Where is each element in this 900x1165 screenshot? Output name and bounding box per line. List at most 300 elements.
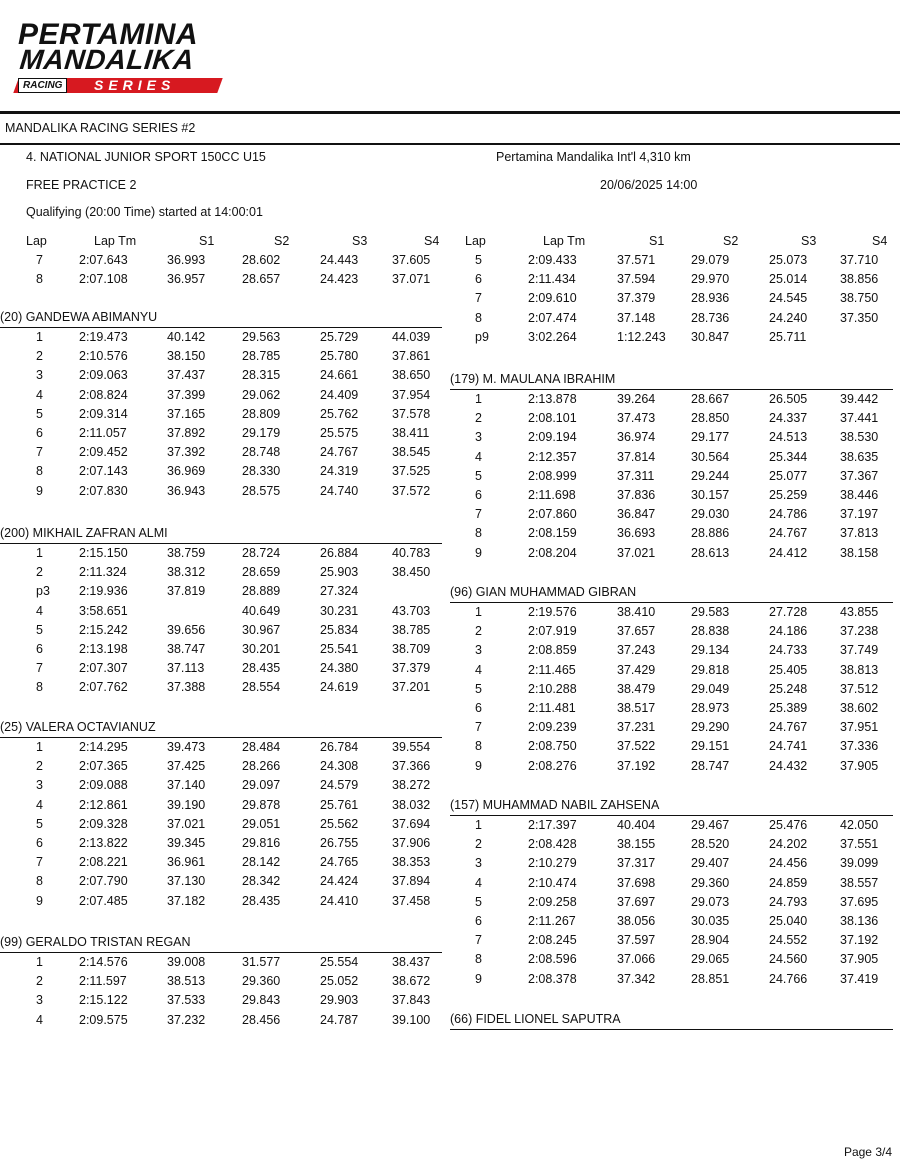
cell-lap-time: 2:09.575: [79, 1012, 128, 1027]
cell-lap-time: 2:08.245: [528, 933, 577, 948]
cell-s1: 37.836: [617, 488, 656, 502]
cell-s3: 24.186: [769, 624, 808, 639]
cell-lap-time: 2:17.397: [528, 818, 577, 832]
cell-s2: 29.843: [242, 993, 281, 1008]
cell-lap: 1: [475, 818, 482, 832]
cell-lap-time: 2:07.474: [528, 310, 577, 325]
cell-lap: 7: [36, 855, 43, 870]
cell-s2: 28.435: [242, 661, 281, 676]
cell-s3: 24.424: [320, 874, 359, 889]
cell-s4: 37.843: [392, 993, 431, 1008]
cell-s1: 37.819: [167, 584, 206, 599]
cell-lap: 3: [475, 430, 482, 445]
cell-lap-time: 2:09.328: [79, 816, 128, 831]
cell-s4: 37.379: [392, 661, 431, 676]
cell-s1: 39.264: [617, 392, 656, 406]
cell-s4: 37.350: [840, 310, 879, 325]
cell-lap-time: 2:12.357: [528, 449, 577, 464]
cell-s2: 28.748: [242, 445, 281, 460]
cell-lap: p9: [475, 329, 489, 344]
cell-s3: 25.762: [320, 406, 359, 421]
cell-s3: 24.619: [320, 680, 359, 695]
rider-underline: [450, 602, 893, 603]
cell-lap: 2: [36, 349, 43, 364]
cell-s3: 24.410: [320, 893, 359, 908]
cell-s4: 37.336: [840, 739, 879, 754]
cell-s3: 24.859: [769, 875, 808, 890]
cell-s1: 38.513: [167, 974, 206, 989]
cell-s2: 28.736: [691, 310, 730, 325]
cell-s4: 38.450: [392, 565, 431, 580]
rider-underline: [450, 389, 893, 390]
cell-s2: 29.079: [691, 253, 730, 267]
cell-s4: 40.783: [392, 546, 431, 560]
cell-s3: 24.787: [320, 1012, 359, 1027]
cell-s1: 38.517: [617, 701, 656, 715]
cell-s4: 38.650: [392, 368, 431, 383]
cell-s3: 24.793: [769, 894, 808, 909]
cell-lap: 1: [475, 605, 482, 619]
cell-lap-time: 2:15.242: [79, 622, 128, 637]
cell-lap: 3: [475, 643, 482, 658]
cell-s4: 37.238: [840, 624, 879, 639]
cell-s1: 37.814: [617, 449, 656, 464]
cell-lap-time: 2:11.465: [528, 662, 576, 677]
column-header-s4: S4: [424, 234, 440, 248]
cell-s2: 29.360: [242, 974, 281, 989]
cell-s1: 39.473: [167, 740, 206, 754]
column-header-s4: S4: [872, 234, 888, 248]
cell-lap-time: 2:14.295: [79, 740, 128, 754]
cell-s4: 38.709: [392, 642, 431, 656]
cell-s2: 29.244: [691, 468, 730, 483]
cell-s1: 36.993: [167, 253, 206, 267]
cell-s2: 29.097: [242, 778, 281, 793]
cell-s1: 37.594: [617, 272, 656, 287]
cell-s3: 24.412: [769, 545, 808, 560]
page-number: Page 3/4: [843, 1145, 892, 1159]
column-header-lap-time: Lap Tm: [543, 234, 586, 248]
cell-s2: 30.157: [691, 488, 730, 502]
cell-s2: 29.467: [691, 818, 730, 832]
cell-lap-time: 2:09.258: [528, 894, 577, 909]
cell-s1: 37.522: [617, 739, 656, 754]
cell-s2: 28.838: [691, 624, 730, 639]
cell-lap-time: 2:07.919: [528, 624, 577, 639]
cell-s2: 28.142: [242, 855, 281, 870]
cell-s2: 29.049: [691, 681, 730, 696]
cell-s3: 25.562: [320, 816, 359, 831]
cell-lap-time: 2:08.101: [528, 411, 577, 426]
race-title: MANDALIKA RACING SERIES #2: [5, 121, 196, 135]
cell-s1: 38.155: [617, 837, 656, 852]
cell-s2: 28.724: [242, 546, 281, 560]
cell-lap-time: 2:08.999: [528, 468, 577, 483]
cell-s1: 36.943: [167, 483, 206, 498]
cell-s1: 40.142: [167, 330, 206, 344]
cell-s4: 37.551: [840, 837, 879, 852]
event-name: 4. NATIONAL JUNIOR SPORT 150CC U15: [26, 150, 266, 164]
cell-s4: 38.411: [392, 426, 430, 440]
cell-s4: 37.367: [840, 468, 879, 483]
cell-s1: 37.182: [167, 893, 206, 908]
rider-underline: [0, 327, 442, 328]
rider-underline: [450, 1029, 893, 1030]
cell-s1: 38.759: [167, 546, 206, 560]
column-header-s1: S1: [649, 234, 665, 248]
cell-s3: 25.903: [320, 565, 359, 580]
cell-s4: 37.710: [840, 253, 879, 267]
cell-s2: 29.073: [691, 894, 730, 909]
cell-s1: 40.404: [617, 818, 656, 832]
cell-lap-time: 2:15.122: [79, 993, 128, 1008]
cell-s1: 37.232: [167, 1012, 206, 1027]
cell-lap: 7: [36, 445, 43, 460]
cell-s2: 29.134: [691, 643, 730, 658]
cell-s4: 38.446: [840, 488, 879, 502]
cell-s3: 24.443: [320, 253, 359, 267]
cell-lap-time: 2:13.822: [79, 836, 128, 850]
cell-lap: 5: [475, 468, 482, 483]
cell-s1: 37.657: [617, 624, 656, 639]
cell-lap-time: 2:13.198: [79, 642, 128, 656]
cell-s2: 28.330: [242, 464, 281, 479]
cell-s3: 25.541: [320, 642, 359, 656]
cell-lap-time: 2:11.324: [79, 565, 127, 580]
cell-s1: 37.473: [617, 411, 656, 426]
rider-name: (96) GIAN MUHAMMAD GIBRAN: [450, 585, 637, 599]
rider-name: (66) FIDEL LIONEL SAPUTRA: [450, 1012, 621, 1026]
cell-s1: 36.693: [617, 526, 656, 541]
cell-lap: 4: [36, 387, 43, 402]
circuit-name: Pertamina Mandalika Int'l 4,310 km: [496, 150, 691, 164]
cell-s2: 28.889: [242, 584, 281, 599]
cell-s3: 24.767: [320, 445, 359, 460]
session-name: FREE PRACTICE 2: [26, 178, 137, 192]
cell-s4: 38.032: [392, 797, 431, 812]
cell-s2: 29.360: [691, 875, 730, 890]
cell-s4: 37.749: [840, 643, 879, 658]
cell-s4: 42.050: [840, 818, 879, 832]
cell-s3: 25.389: [769, 701, 808, 715]
cell-s3: 25.834: [320, 622, 359, 637]
cell-s4: 38.785: [392, 622, 431, 637]
cell-s1: 37.429: [617, 662, 656, 677]
cell-s4: 37.694: [392, 816, 431, 831]
cell-s2: 29.970: [691, 272, 730, 287]
cell-s2: 28.659: [242, 565, 281, 580]
cell-s3: 26.884: [320, 546, 359, 560]
cell-lap: 8: [475, 310, 482, 325]
column-header-s2: S2: [274, 234, 290, 248]
cell-lap: 2: [36, 974, 43, 989]
cell-s1: 37.533: [167, 993, 206, 1008]
cell-s4: 38.813: [840, 662, 879, 677]
cell-lap-time: 2:11.057: [79, 426, 127, 440]
cell-s2: 29.062: [242, 387, 281, 402]
cell-lap: 9: [475, 758, 482, 773]
cell-lap-time: 2:08.378: [528, 971, 577, 986]
rider-name: (99) GERALDO TRISTAN REGAN: [0, 935, 191, 949]
cell-s3: 25.780: [320, 349, 359, 364]
rider-name: (179) M. MAULANA IBRAHIM: [450, 372, 616, 386]
cell-lap: 4: [36, 1012, 43, 1027]
cell-s1: 37.165: [167, 406, 206, 421]
cell-lap-time: 2:08.428: [528, 837, 577, 852]
cell-s1: 37.388: [167, 680, 206, 695]
cell-s2: 28.936: [691, 291, 730, 306]
cell-s3: 25.554: [320, 955, 359, 969]
cell-lap-time: 2:10.474: [528, 875, 577, 890]
cell-s1: 37.597: [617, 933, 656, 948]
cell-s4: 37.905: [840, 758, 879, 773]
cell-s4: 39.442: [840, 392, 879, 406]
cell-lap: 7: [36, 661, 43, 676]
cell-s1: 37.192: [617, 758, 656, 773]
cell-lap-time: 2:09.194: [528, 430, 577, 445]
logo-series-text: SERIES: [94, 77, 176, 93]
cell-lap-time: 3:58.651: [79, 603, 128, 618]
cell-lap: 8: [36, 272, 43, 287]
cell-lap-time: 2:08.859: [528, 643, 577, 658]
cell-lap-time: 2:14.576: [79, 955, 128, 969]
cell-s4: 37.525: [392, 464, 431, 479]
cell-s1: 38.312: [167, 565, 206, 580]
cell-s2: 29.583: [691, 605, 730, 619]
cell-lap-time: 2:09.239: [528, 720, 577, 735]
cell-s2: 28.850: [691, 411, 730, 426]
cell-s3: 24.456: [769, 856, 808, 871]
cell-s3: 25.405: [769, 662, 808, 677]
cell-lap-time: 2:09.088: [79, 778, 128, 793]
cell-lap: 1: [475, 392, 482, 406]
cell-s4: 37.605: [392, 253, 431, 267]
cell-s3: 24.308: [320, 759, 359, 774]
cell-s3: 24.423: [320, 272, 359, 287]
cell-s2: 28.904: [691, 933, 730, 948]
cell-s4: 37.512: [840, 681, 879, 696]
cell-lap: 2: [475, 624, 482, 639]
cell-s3: 29.903: [320, 993, 359, 1008]
cell-s4: 38.672: [392, 974, 431, 989]
header-rule: [0, 111, 900, 114]
cell-s2: 28.657: [242, 272, 281, 287]
subheader-rule: [0, 143, 900, 145]
cell-s1: 37.698: [617, 875, 656, 890]
cell-s1: 39.656: [167, 622, 206, 637]
cell-s3: 25.248: [769, 681, 808, 696]
cell-s4: 39.100: [392, 1012, 431, 1027]
cell-s2: 30.035: [691, 914, 730, 928]
cell-s2: 28.747: [691, 758, 730, 773]
cell-s1: 37.140: [167, 778, 206, 793]
cell-lap: 4: [475, 875, 482, 890]
cell-lap: 7: [36, 253, 43, 267]
cell-s4: 37.894: [392, 874, 431, 889]
cell-lap-time: 2:11.434: [528, 272, 576, 287]
cell-s4: 39.554: [392, 740, 431, 754]
column-header-lap: Lap: [26, 234, 47, 248]
cell-s2: 28.520: [691, 837, 730, 852]
cell-lap-time: 2:07.762: [79, 680, 128, 695]
cell-s3: 24.319: [320, 464, 359, 479]
cell-lap: 3: [36, 778, 43, 793]
rider-underline: [450, 815, 893, 816]
cell-s2: 28.554: [242, 680, 281, 695]
cell-s4: 43.703: [392, 603, 431, 618]
cell-s2: 28.886: [691, 526, 730, 541]
cell-lap-time: 2:19.936: [79, 584, 128, 599]
cell-lap-time: 2:07.108: [79, 272, 128, 287]
cell-s4: 37.695: [840, 894, 879, 909]
cell-lap-time: 2:07.643: [79, 253, 128, 267]
cell-lap-time: 2:09.314: [79, 406, 128, 421]
cell-s3: 24.767: [769, 720, 808, 735]
cell-s1: 37.571: [617, 253, 656, 267]
cell-lap-time: 2:07.790: [79, 874, 128, 889]
cell-lap: 5: [475, 681, 482, 696]
cell-s4: 37.905: [840, 952, 879, 967]
cell-lap: 1: [36, 740, 43, 754]
cell-s4: 38.158: [840, 545, 879, 560]
cell-s3: 25.761: [320, 797, 359, 812]
cell-lap-time: 2:11.597: [79, 974, 127, 989]
cell-s1: 37.697: [617, 894, 656, 909]
cell-s1: 37.066: [617, 952, 656, 967]
cell-lap-time: 2:15.150: [79, 546, 128, 560]
cell-s3: 24.432: [769, 758, 808, 773]
cell-lap: 8: [36, 874, 43, 889]
cell-s3: 25.711: [769, 329, 807, 344]
cell-s3: 24.545: [769, 291, 808, 306]
cell-lap-time: 2:19.576: [528, 605, 577, 619]
cell-s2: 29.878: [242, 797, 281, 812]
cell-lap: 9: [475, 971, 482, 986]
cell-s2: 28.435: [242, 893, 281, 908]
cell-s4: 43.855: [840, 605, 879, 619]
cell-lap-time: 2:07.830: [79, 483, 128, 498]
cell-s3: 24.380: [320, 661, 359, 676]
cell-s2: 29.290: [691, 720, 730, 735]
cell-s3: 26.784: [320, 740, 359, 754]
cell-s2: 29.177: [691, 430, 730, 445]
cell-s3: 24.560: [769, 952, 808, 967]
cell-lap: 2: [475, 837, 482, 852]
cell-s4: 37.197: [840, 507, 879, 522]
cell-s2: 28.266: [242, 759, 281, 774]
rider-name: (20) GANDEWA ABIMANYU: [0, 310, 158, 324]
column-header-lap-time: Lap Tm: [94, 234, 137, 248]
cell-s1: 38.747: [167, 642, 206, 656]
cell-s1: 38.056: [617, 914, 656, 928]
cell-s3: 24.765: [320, 855, 359, 870]
cell-s4: 37.861: [392, 349, 431, 364]
cell-s4: 44.039: [392, 330, 431, 344]
qualifying-note: Qualifying (20:00 Time) started at 14:00:01: [26, 205, 263, 219]
cell-s2: 29.818: [691, 662, 730, 677]
cell-lap-time: 2:08.276: [528, 758, 577, 773]
cell-s2: 28.602: [242, 253, 281, 267]
cell-s4: 38.437: [392, 955, 431, 969]
cell-lap: 6: [36, 836, 43, 850]
cell-s2: 28.613: [691, 545, 730, 560]
cell-lap: 4: [36, 603, 43, 618]
cell-s4: 37.906: [392, 836, 431, 850]
session-datetime: 20/06/2025 14:00: [600, 178, 698, 192]
cell-s4: 37.954: [392, 387, 431, 402]
cell-s2: 28.785: [242, 349, 281, 364]
cell-s1: 36.969: [167, 464, 206, 479]
cell-s1: 37.399: [167, 387, 206, 402]
cell-lap-time: 2:07.143: [79, 464, 128, 479]
cell-lap-time: 2:11.698: [528, 488, 576, 502]
cell-s3: 24.240: [769, 310, 808, 325]
cell-lap: 6: [475, 914, 482, 928]
cell-lap-time: 2:11.481: [528, 701, 576, 715]
cell-s1: 1:12.243: [617, 329, 666, 344]
cell-lap-time: 2:08.159: [528, 526, 577, 541]
cell-lap: 1: [36, 955, 43, 969]
cell-s3: 24.409: [320, 387, 359, 402]
cell-s2: 28.809: [242, 406, 281, 421]
cell-s4: 38.602: [840, 701, 879, 715]
cell-lap: 7: [475, 291, 482, 306]
cell-lap-time: 2:09.063: [79, 368, 128, 383]
rider-underline: [0, 737, 442, 738]
cell-s3: 25.052: [320, 974, 359, 989]
cell-s1: 37.231: [617, 720, 656, 735]
cell-lap-time: 2:07.307: [79, 661, 128, 676]
cell-s3: 25.575: [320, 426, 359, 440]
cell-s1: 37.021: [617, 545, 656, 560]
cell-s1: 38.410: [617, 605, 656, 619]
cell-s3: 25.014: [769, 272, 808, 287]
cell-lap-time: 2:09.610: [528, 291, 577, 306]
cell-lap-time: 2:08.824: [79, 387, 128, 402]
cell-s3: 27.324: [320, 584, 359, 599]
cell-s2: 30.847: [691, 329, 730, 344]
cell-s4: 38.545: [392, 445, 431, 460]
cell-s2: 30.967: [242, 622, 281, 637]
cell-s1: 39.345: [167, 836, 206, 850]
cell-s1: 37.113: [167, 661, 205, 676]
cell-s4: 37.572: [392, 483, 431, 498]
cell-lap: 4: [475, 662, 482, 677]
cell-s1: 38.479: [617, 681, 656, 696]
cell-s3: 25.344: [769, 449, 808, 464]
cell-s3: 25.476: [769, 818, 808, 832]
cell-lap-time: 2:09.452: [79, 445, 128, 460]
cell-lap: 4: [475, 449, 482, 464]
cell-s4: 37.813: [840, 526, 879, 541]
cell-lap: 6: [36, 642, 43, 656]
logo-line-2: MANDALIKA: [18, 44, 196, 75]
cell-s1: 37.311: [617, 468, 655, 483]
cell-s4: 37.578: [392, 406, 431, 421]
cell-lap: 7: [475, 507, 482, 522]
cell-s4: 37.951: [840, 720, 879, 735]
cell-lap: 3: [36, 368, 43, 383]
cell-s2: 29.030: [691, 507, 730, 522]
cell-lap-time: 2:12.861: [79, 797, 128, 812]
cell-s3: 26.505: [769, 392, 808, 406]
cell-s4: 38.353: [392, 855, 431, 870]
cell-lap: 9: [475, 545, 482, 560]
cell-s2: 29.816: [242, 836, 281, 850]
cell-lap: 2: [36, 565, 43, 580]
cell-s2: 30.564: [691, 449, 730, 464]
cell-lap: 1: [36, 546, 43, 560]
